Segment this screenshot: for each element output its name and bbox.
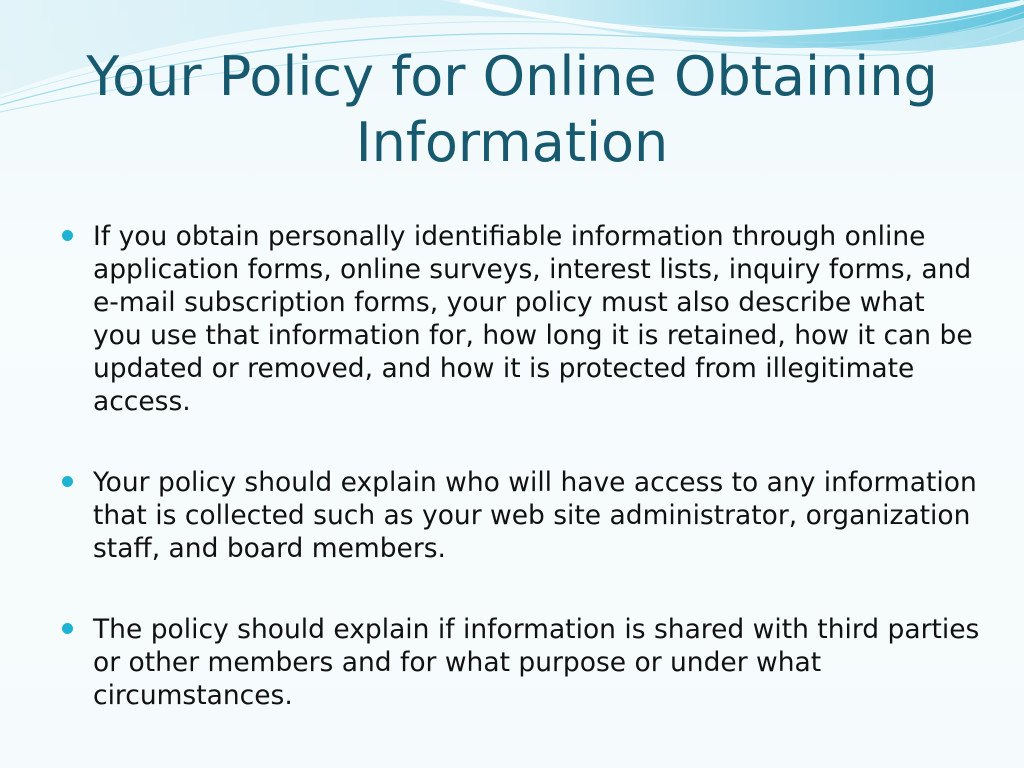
bullet-marker-icon xyxy=(62,476,73,487)
bullet-text: If you obtain personally identifiable information through online application forms, online surveys, interest lists, inquiry forms, and e-mail subscription forms, your policy must also describe what you use that information for, how long it is retained, how it can be updated or removed, and how it is protected from illegitimate access. xyxy=(93,221,973,417)
bullet-marker-icon xyxy=(62,623,73,634)
bullet-marker-icon xyxy=(62,230,73,241)
bullet-text: The policy should explain if information is shared with third parties or other members and for what purpose or under what circumstances. xyxy=(93,614,980,711)
bullet-list xyxy=(60,220,980,760)
bullet-item-2 xyxy=(60,466,980,565)
slide-title: Your Policy for Online Obtaining Information xyxy=(86,45,938,174)
bullet-text: Your policy should explain who will have access to any information that is collected such as your web site administrator, organization staff, and board members. xyxy=(93,467,977,564)
bullet-item-1 xyxy=(60,220,980,418)
bullet-item-3 xyxy=(60,613,980,712)
